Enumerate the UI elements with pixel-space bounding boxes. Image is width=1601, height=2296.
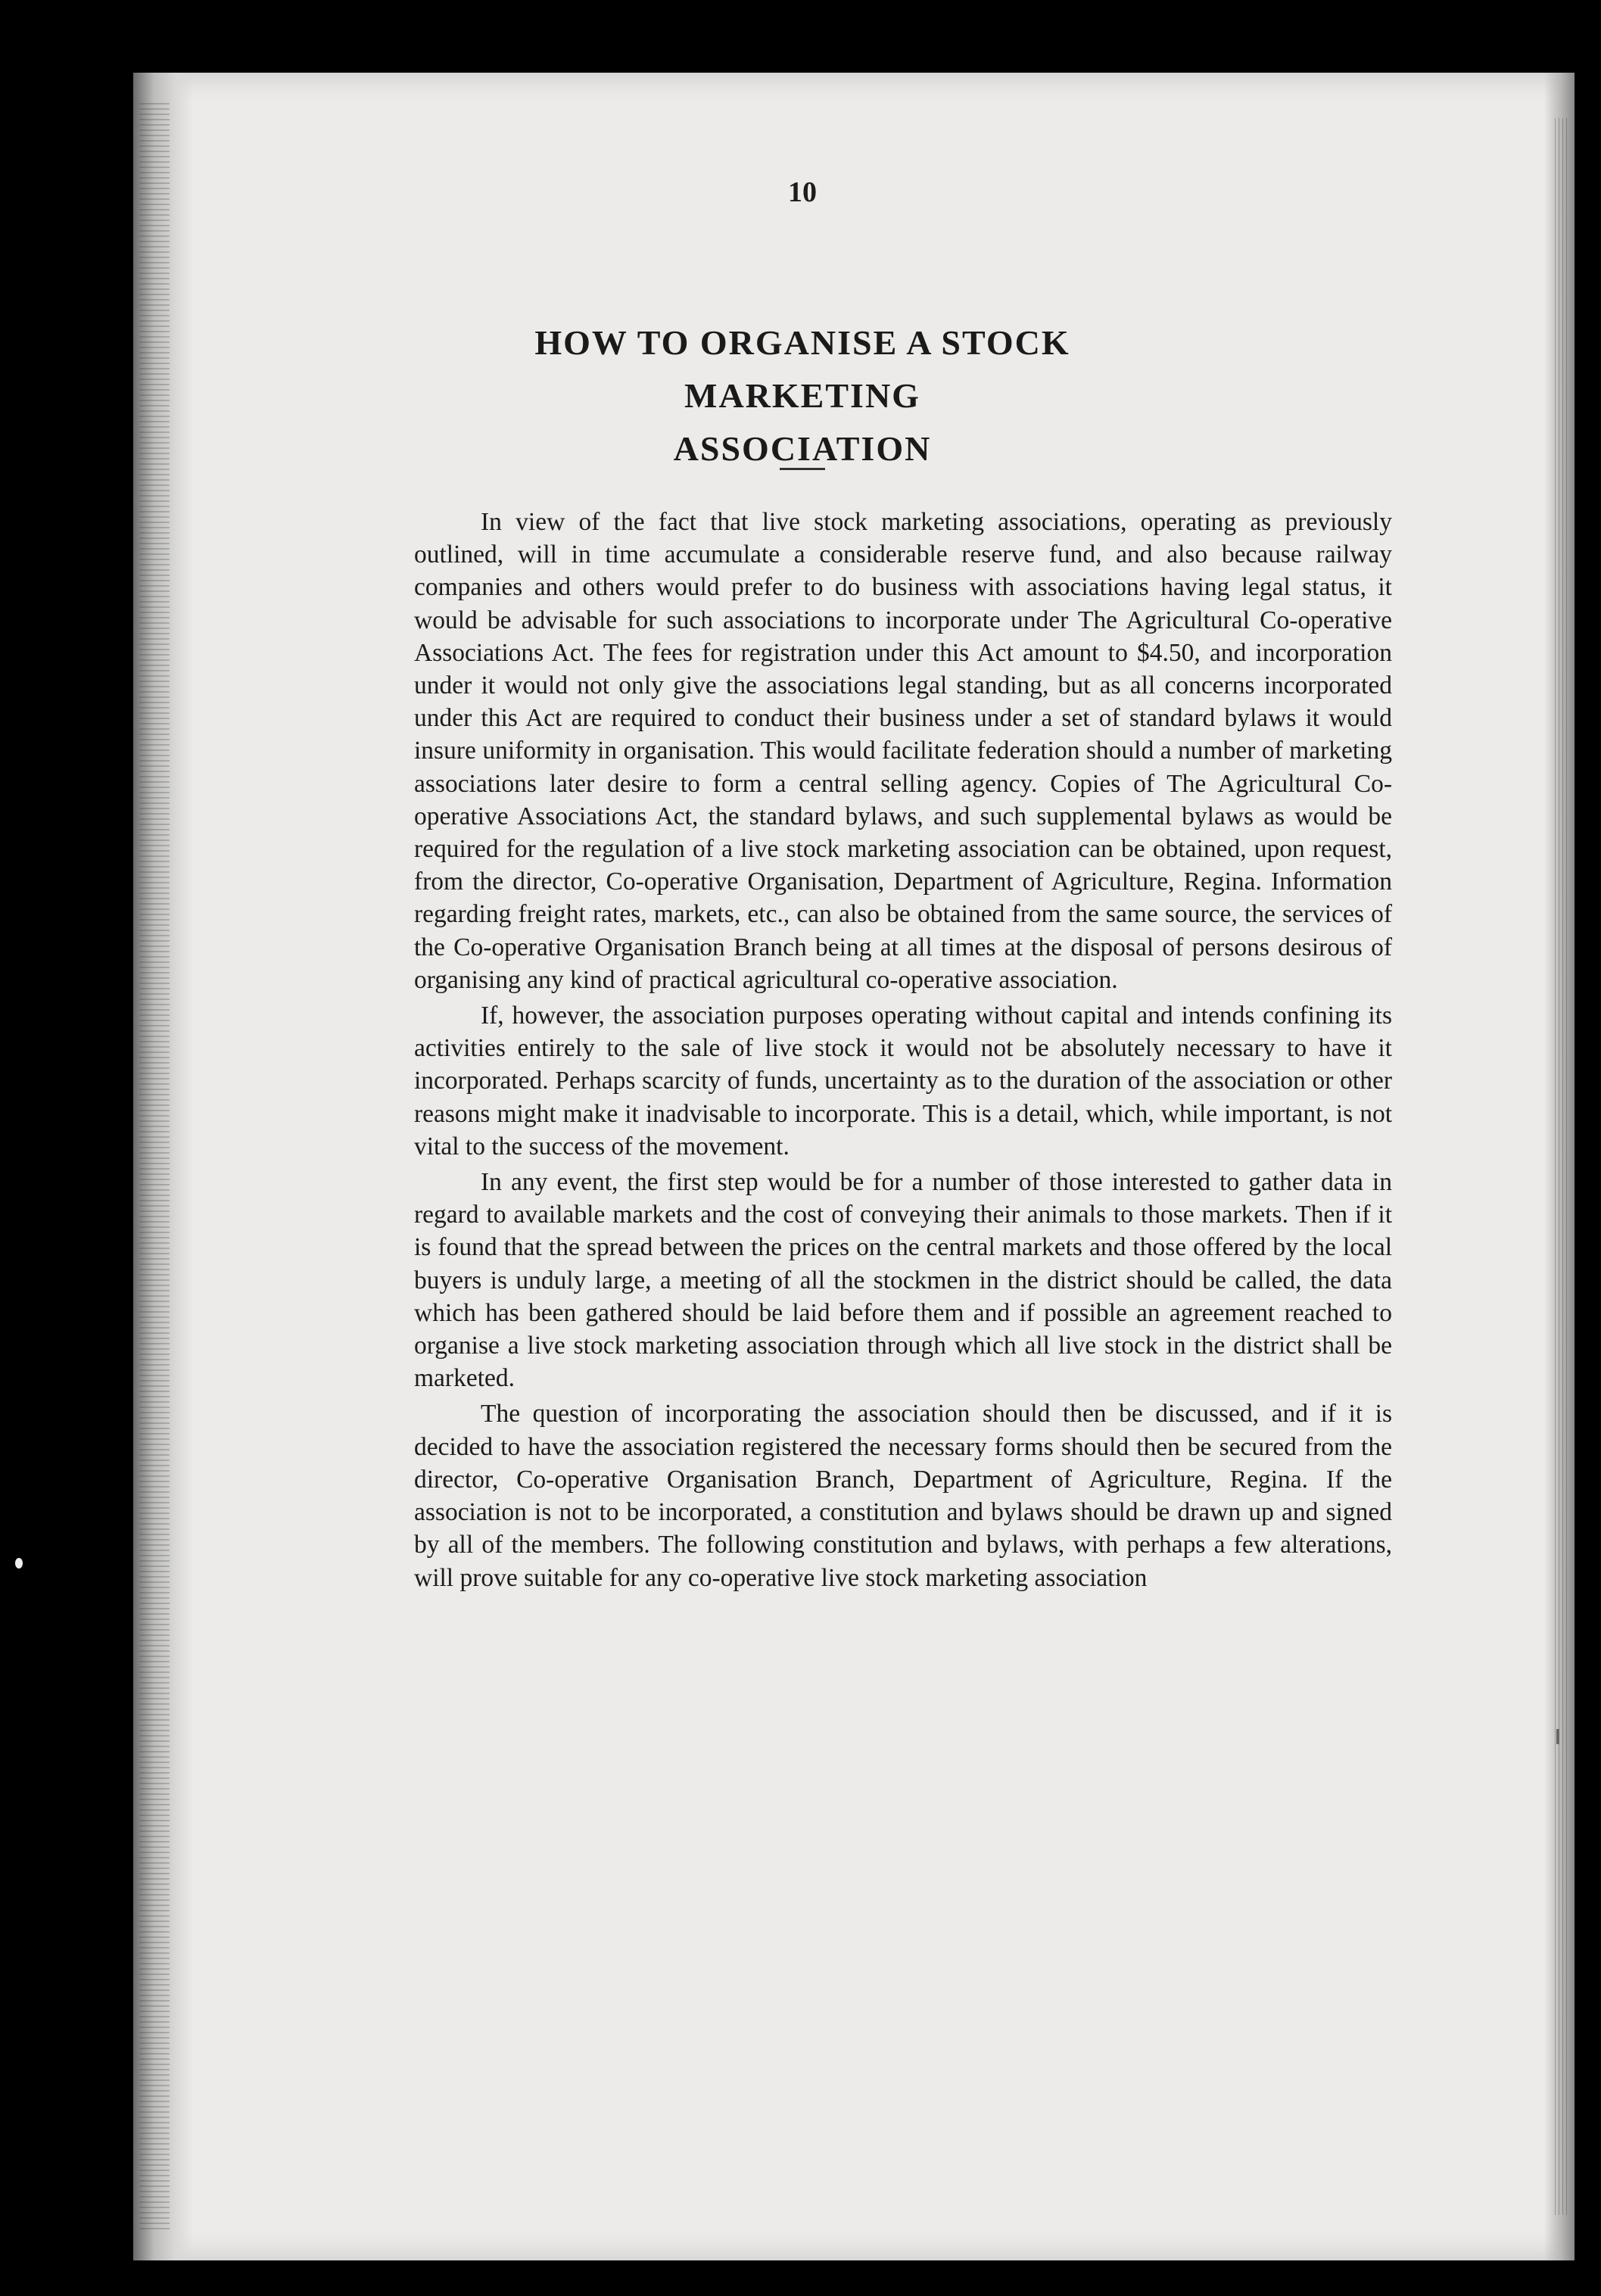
scan-mark bbox=[1556, 1729, 1559, 1744]
page-title bbox=[424, 316, 1181, 475]
body-text bbox=[414, 506, 1392, 1597]
paragraph-1: In view of the fact that live stock marketing associations, operating as previously outlined, will in time accumulate a considerable reserve fund, and also because railway companies and others would prefer to do business with associations having legal status, it would be advisable for such associations to incorporate under The Agricultural Co-operative Associations Act. The fees for registration under this Act amount to $4.50, and incorporation under it would not only give the associations legal standing, but as all concerns incorporated under this Act are required to conduct their business under a set of standard bylaws it would insure uniformity in organisation. This would facilitate federation should a number of marketing associations later desire to form a central selling agency. Copies of The Agricultural Co-operative Associations Act, the standard bylaws, and such supplemental bylaws as would be required for the regulation of a live stock marketing association can be obtained, upon request, from the director, Co-operative Organisation, Department of Agriculture, Regina. Information regarding freight rates, markets, etc., can also be obtained from the same source, the services of the Co-operative Organisation Branch being at all times at the disposal of persons desirous of organising any kind of practical agricultural co-operative association. bbox=[414, 508, 1392, 994]
paragraph-2: If, however, the association purposes operating without capital and intends confining its activities entirely to the sale of live stock it would not be absolutely necessary to have it incorporated. Perhaps scarcity of funds, uncertainty as to the duration of the association or other reasons might make it inadvisable to incorporate. This is a detail, which, while important, is not vital to the success of the movement. bbox=[414, 1002, 1392, 1160]
spine-texture bbox=[139, 103, 170, 2230]
title-line-2: ASSOCIATION bbox=[673, 429, 932, 468]
page-number: 10 bbox=[788, 176, 817, 208]
paragraph-3: In any event, the first step would be for a number of those interested to gather data in regard to available markets and the cost of conveying their animals to those markets. Then if it is found that the spread between the prices on the central markets and those offered by the local buyers is unduly large, a meeting of all the stockmen in the district should be called, the data which has been gathered should be laid before them and if possible an agreement reached to organise a live stock marketing association through which all live stock in the district shall be marketed. bbox=[414, 1168, 1392, 1393]
title-line-1: HOW TO ORGANISE A STOCK MARKETING bbox=[534, 323, 1070, 415]
paragraph-4: The question of incorporating the association should then be discussed, and if it is decided to have the association registered the necessary forms should then be secured from the director, Co-operative Organisation Branch, Department of Agriculture, Regina. If the association is not to be incorporated, a constitution and bylaws should be drawn up and signed by all of the members. The following constitution and bylaws, with perhaps a few alterations, will prove suitable for any co-operative live stock marketing association bbox=[414, 1400, 1392, 1592]
book-spine-shadow bbox=[133, 73, 194, 2260]
scan-speck bbox=[15, 1558, 23, 1569]
title-divider bbox=[780, 468, 825, 470]
page-edge-texture bbox=[1555, 118, 1570, 2215]
page-edge-shadow bbox=[1544, 73, 1575, 2260]
